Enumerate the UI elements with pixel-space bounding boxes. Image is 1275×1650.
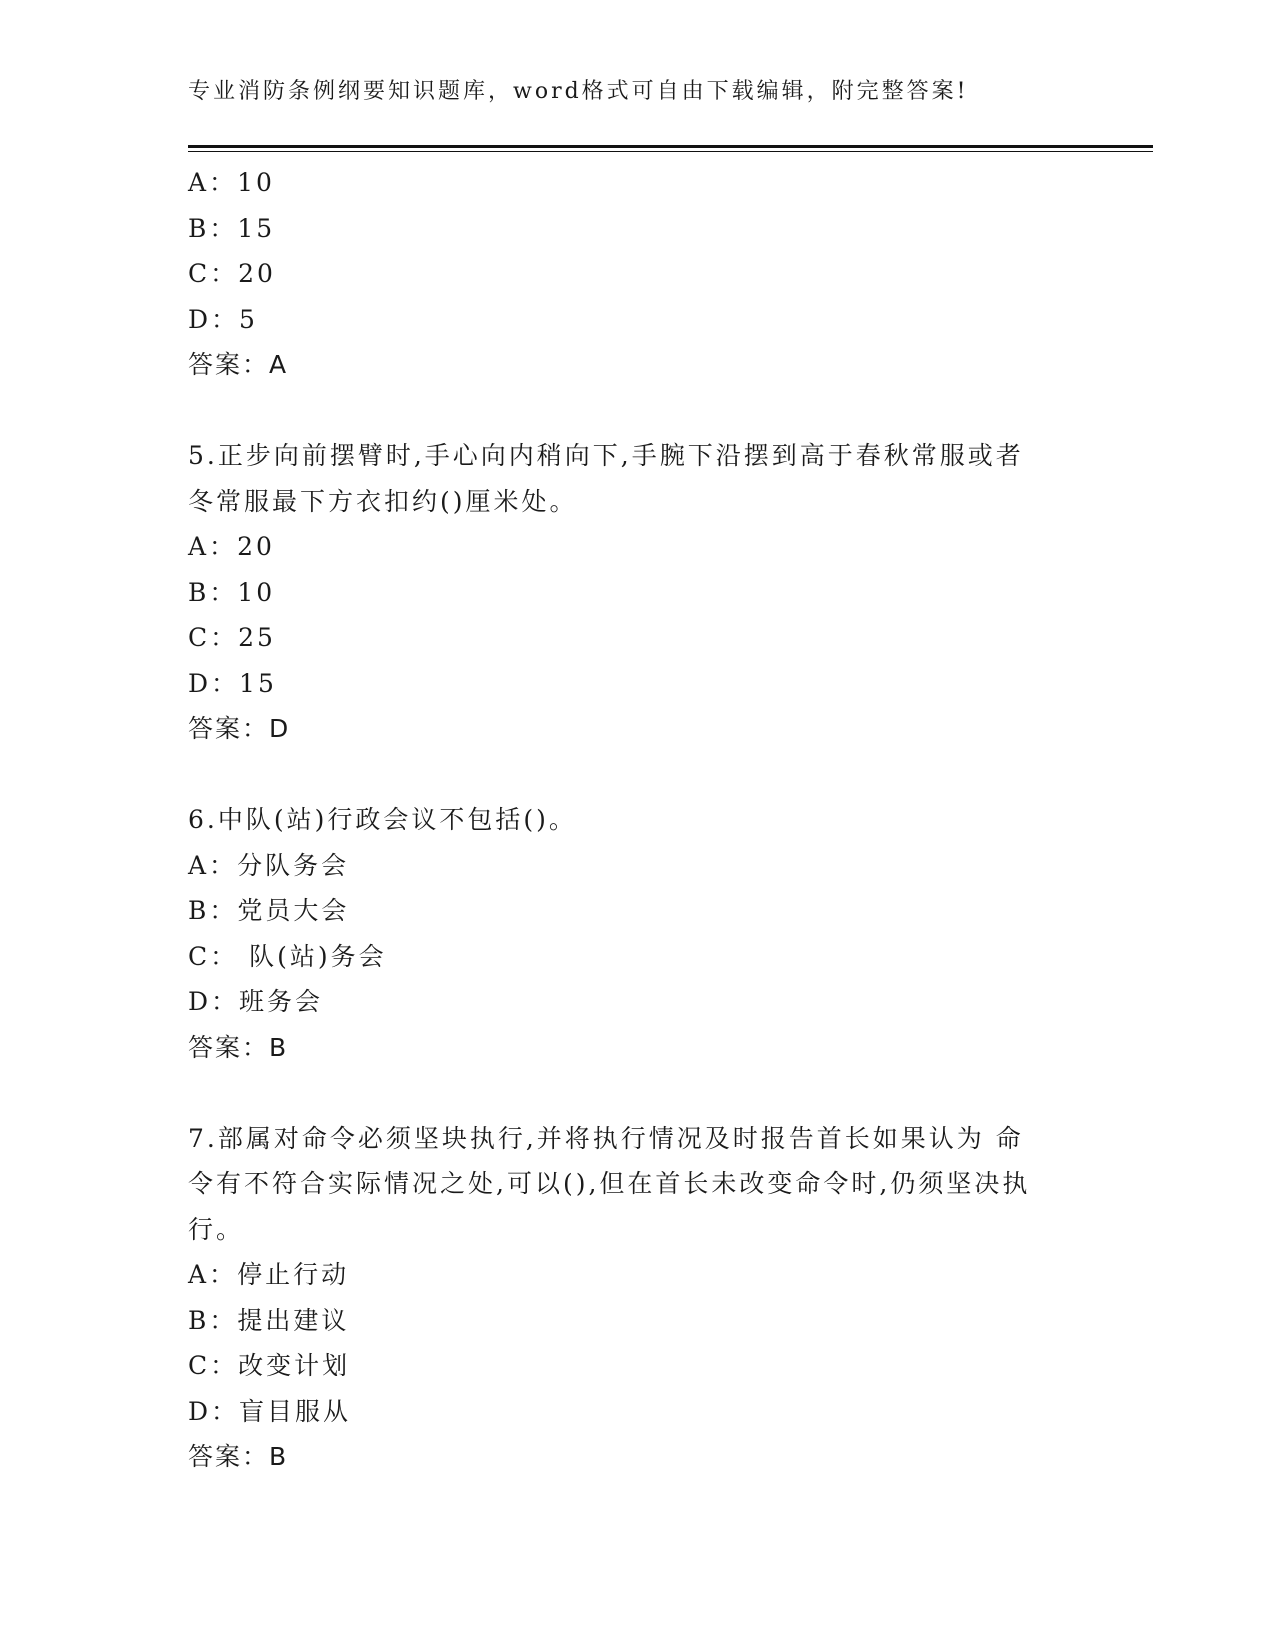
question-stem-line: 7.部属对命令必须坚块执行,并将执行情况及时报告首长如果认为 命 [188, 1123, 1024, 1153]
option-text: 5 [239, 304, 258, 334]
option-b [188, 1298, 1088, 1344]
question-5-block [188, 433, 1088, 752]
option-label: B： [188, 896, 238, 925]
option-c [188, 615, 1088, 661]
option-a [188, 524, 1088, 570]
option-label: D： [188, 304, 240, 334]
option-label: C： [188, 623, 239, 652]
option-c [188, 1343, 1088, 1389]
spacer [188, 752, 1088, 798]
option-b [188, 888, 1088, 934]
answer-line: 答案：A [188, 350, 289, 379]
option-label: C： [188, 1351, 239, 1380]
header-divider-thin [188, 151, 1153, 152]
option-label: C： [188, 941, 239, 971]
question-stem-line: 5.正步向前摆臂时,手心向内稍向下,手腕下沿摆到高于春秋常服或者 [188, 441, 1024, 470]
option-d [188, 1389, 1088, 1435]
option-c [188, 934, 1088, 980]
option-a [188, 843, 1088, 889]
option-a [188, 160, 1088, 206]
option-b [188, 206, 1088, 252]
option-label: D： [188, 1396, 240, 1426]
question-6-block [188, 797, 1088, 1070]
option-label: B： [188, 1305, 238, 1335]
option-text: 党员大会 [237, 896, 350, 925]
answer-line: 答案：B [188, 1442, 289, 1471]
option-label: D： [188, 668, 240, 698]
question-stem-line: 行。 [188, 1214, 245, 1244]
option-c [188, 251, 1088, 297]
option-label: A： [188, 850, 238, 880]
option-label: A： [188, 168, 238, 197]
option-text: 改变计划 [238, 1351, 351, 1380]
option-a [188, 1252, 1088, 1298]
option-label: B： [188, 577, 238, 607]
question-stem-line: 令有不符合实际情况之处,可以(),但在首长未改变命令时,仍须坚决执 [188, 1169, 1031, 1198]
option-text: 10 [237, 168, 275, 197]
question-7-block [188, 1116, 1088, 1480]
document-header: 专业消防条例纲要知识题库，word格式可自由下载编辑，附完整答案! [188, 79, 969, 104]
answer-line: 答案：D [188, 714, 291, 743]
option-text: 20 [238, 259, 276, 288]
answer-line: 答案：B [188, 1032, 289, 1062]
option-label: D： [188, 987, 240, 1016]
option-text: 盲目服从 [239, 1396, 352, 1426]
option-text: 队(站)务会 [238, 941, 387, 971]
spacer [188, 388, 1088, 434]
option-text: 提出建议 [237, 1305, 350, 1335]
option-text: 20 [237, 532, 275, 561]
option-b [188, 570, 1088, 616]
option-d [188, 661, 1088, 707]
question-content [188, 160, 1088, 1480]
option-label: C： [188, 259, 239, 288]
prev-question-block [188, 160, 1088, 388]
option-text: 班务会 [239, 987, 324, 1016]
option-text: 10 [237, 577, 276, 607]
option-d [188, 979, 1088, 1025]
option-text: 15 [239, 668, 277, 698]
question-stem-line: 6.中队(站)行政会议不包括()。 [188, 805, 577, 834]
option-text: 停止行动 [237, 1260, 350, 1289]
option-text: 分队务会 [237, 850, 350, 880]
option-label: B： [188, 213, 238, 243]
option-text: 25 [238, 623, 276, 652]
header-divider-thick [188, 145, 1153, 148]
spacer [188, 1070, 1088, 1116]
question-stem-line: 冬常服最下方衣扣约()厘米处。 [188, 486, 578, 516]
option-d [188, 297, 1088, 343]
option-text: 15 [237, 213, 276, 243]
option-label: A： [188, 1260, 238, 1289]
option-label: A： [188, 532, 238, 561]
